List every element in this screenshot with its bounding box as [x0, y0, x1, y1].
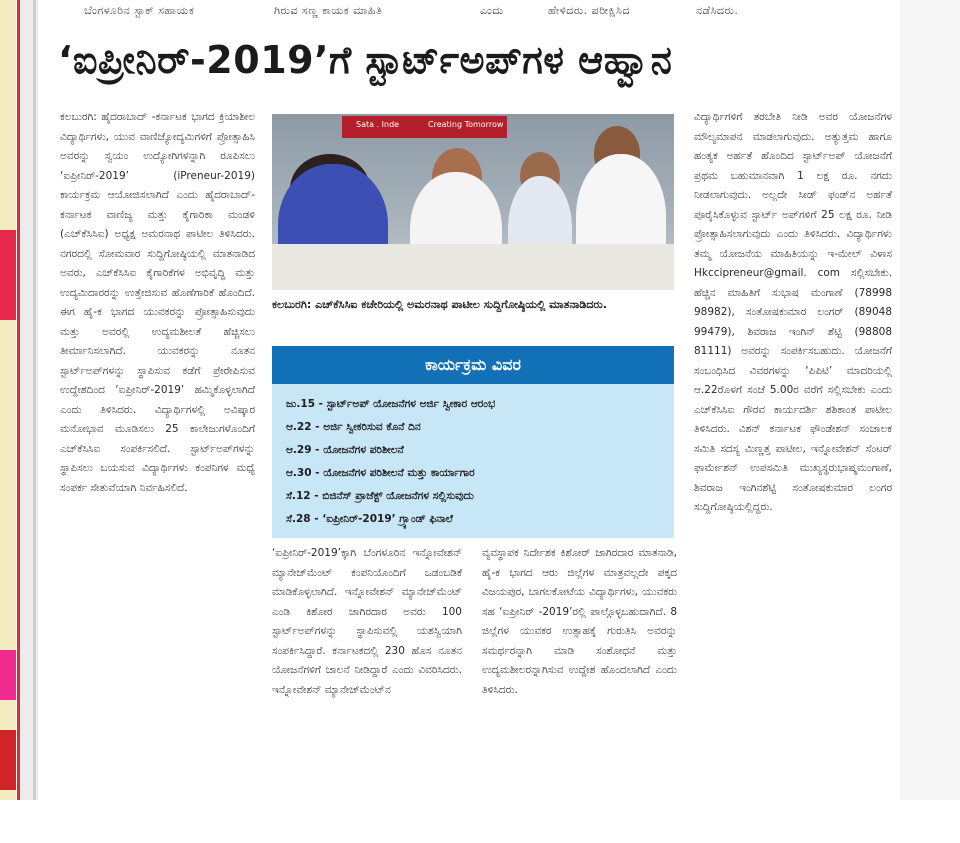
snippet-5: ನಡೆಸಿದರು.	[696, 4, 739, 17]
program-row: ಸೆ.28 - ‘ಐಪ್ರೀನಿರ್-2019’ ಗ್ರ್ಯಾಂಡ್ ಫಿನಾಲೆ	[286, 513, 453, 525]
photo-caption: ಕಲಬುರಗಿ: ಎಚ್‌ಕೆಸಿಸಿಐ ಕಚೇರಿಯಲ್ಲಿ ಅಮರನಾಥ ಪಾಟೀಲ ಸುದ್ದಿಗೋಷ್ಠಿಯಲ್ಲಿ ಮಾತನಾಡಿದರು.	[272, 298, 607, 311]
program-header	[272, 346, 674, 384]
page-right-margin	[900, 0, 960, 800]
banner-text-left: Sata . Inde	[356, 120, 400, 129]
photo-banner	[342, 116, 507, 138]
program-schedule-box	[272, 346, 674, 538]
adjacent-page-red-block	[0, 230, 16, 320]
previous-article-snippet	[60, 0, 900, 22]
table	[272, 244, 674, 290]
article-column-3: ವ್ಯವಸ್ಥಾಪಕ ನಿರ್ದೇಶಕ ಕಿಶೋರ್ ಜಾಗಿರದಾರ ಮಾತನಾಡಿ, ಹೈ-ಕ ಭಾಗದ ಆರು ಜಿಲ್ಲೆಗಳ ಮಾತ್ರವಲ್ಲದೇ ಪಕ್ಕದ ವಿಜಯಪುರ, ಬಾಗಲಕೋಟೆಯ ವಿದ್ಯಾರ್ಥಿಗಳು, ಯುವಕರು ಸಹ ‘ಐಪ್ರೀನಿರ್ -2019’ರಲ್ಲಿ ಪಾಲ್ಗೊಳ್ಳಬಹುದಾಗಿದೆ. 8 ಜಿಲ್ಲೆಗಳ ಯುವಕರ ಉತ್ಸಾಹಕ್ಕೆ ಗುರುತಿಸಿ ಅವರನ್ನು ಸಮರ್ಥರನ್ನಾಗಿ ಮಾಡಿ ಸಂಶೋಧನೆ ಮತ್ತು ಉದ್ಯಮಶೀಲರನ್ನಾಗಿಸುವ ಉದ್ದೇಶ ಹೊಂದಲಾಗಿದೆ ಎಂದು ತಿಳಿಸಿದರು.	[482, 547, 677, 696]
program-row: ಜು.15 - ಸ್ಟಾರ್ಟ್‌ಅಪ್ ಯೋಜನೆಗಳ ಅರ್ಜಿ ಸ್ವೀಕಾರ ಆರಂಭ	[286, 398, 496, 410]
program-row: ಆ.30 - ಯೋಜನೆಗಳ ಪರಿಶೀಲನೆ ಮತ್ತು ಕಾರ್ಯಾಗಾರ	[286, 467, 475, 479]
program-row: ಸೆ.12 - ಬಿಜಿನೆಸ್ ಪ್ರಾಜೆಕ್ಟ್ ಯೋಜನೆಗಳ ಸಲ್ಲಿಸುವುದು	[286, 490, 474, 502]
article-column-2: ‘ಐಪ್ರೀನಿರ್-2019’ಕ್ಕಾಗಿ ಬೆಂಗಳೂರಿನ ಇನ್ನೋವೇಶನ್ ಮ್ಯಾನೇಜ್‌ಮೆಂಟ್ ಕಂಪನಿಯೊಂದಿಗೆ ಒಡಂಬಡಿಕೆ ಮಾಡಿಕೊಳ್ಳಲಾಗಿದೆ. ಇನ್ನೋವೇಶನ್ ಮ್ಯಾನೇಜ್‌ಮೆಂಟ್ ಎಂಡಿ ಕಿಶೋರ ಜಾಗಿರದಾರ ಅವರು 100 ಸ್ಟಾರ್ಟ್‌ಅಪ್‌ಗಳನ್ನು ಸ್ಥಾಪಿಸುವಲ್ಲಿ ಯಶಸ್ವಿಯಾಗಿ ಸಂಪರ್ಕಿಸಿದ್ದಾರೆ. ಕರ್ನಾಟಕದಲ್ಲಿ 230 ಹೊಸ ನೂತನ ಯೋಜನೆಗಳಿಗೆ ಚಾಲನೆ ನೀಡಿದ್ದಾರೆ ಎಂದು ವಿವರಿಸಿದರು. ಇನ್ನೋವೇಶನ್ ಮ್ಯಾನೇಜ್‌ಮೆಂಟ್‌ನ	[272, 547, 462, 696]
press-meet-photo	[272, 114, 674, 290]
program-row: ಆ.22 - ಅರ್ಜಿ ಸ್ವೀಕರಿಸುವ ಕೊನೆ ದಿನ	[286, 421, 421, 433]
article-column-1: ಕಲಬುರಗಿ: ಹೈದರಾಬಾದ್ -ಕರ್ನಾಟಕ ಭಾಗದ ಕ್ರಿಯಾಶೀಲ ವಿದ್ಯಾರ್ಥಿಗಳು, ಯುವ ವಾಣಿಜ್ಯೋದ್ಯಮಿಗಳಿಗೆ ಪ್ರೋತ್ಸಾಹಿಸಿ ಅವರನ್ನು ಸ್ವಯಂ ಉದ್ಯೋಗಿಗಳನ್ನಾಗಿ ರೂಪಿಸಲು ‘ಐಪ್ರೀನಿರ್-2019’ (iPreneur-2019) ಕಾರ್ಯಕ್ರಮ ಆಯೋಜಿಸಲಾಗಿದೆ ಎಂದು ಹೈದರಾಬಾದ್-ಕರ್ನಾಟಕ ವಾಣಿಜ್ಯ ಮತ್ತು ಕೈಗಾರಿಕಾ ಮಂಡಳಿ (ಎಚ್‌ಕೆಸಿಸಿಐ) ಅಧ್ಯಕ್ಷ ಅಮರನಾಥ ಪಾಟೀಲ ತಿಳಿಸಿದರು. ನಗರದಲ್ಲಿ ಸೋಮವಾರ ಸುದ್ದಿಗೋಷ್ಠಿಯಲ್ಲಿ ಮಾತನಾಡಿದ ಅವರು, ಎಚ್‌ಕೆಸಿಸಿಐ ಕೈಗಾರಿಕೆಗಳ ಅಭಿವೃದ್ಧಿ ಮತ್ತು ಉದ್ಯಮಿದಾರರನ್ನು ಉತ್ತೇಜಿಸುವ ಹೊಣೆಗಾರಿಕೆ ಹೊಂದಿದೆ. ಈಗ ಹೈ-ಕ ಭಾಗದ ಯುವಕರನ್ನು ಪ್ರೋತ್ಸಾಹಿಸುವುದು ಮತ್ತು ಅವರಲ್ಲಿ ಉದ್ಯಮಶೀಲತೆ ಹೆಚ್ಚಿಸಲು ತೀರ್ಮಾನಿಸಲಾಗಿದೆ. ಯುವಕರನ್ನು ನೂತನ ಸ್ಟಾರ್ಟ್‌ಅಪ್‌ಗಳನ್ನು ಸ್ಥಾಪಿಸುವ ಕಡೆಗೆ ಪ್ರೇರೇಪಿಸುವ ಉದ್ದೇಶದಿಂದ ‘ಐಪ್ರೀನಿರ್-2019’ ಹಮ್ಮಿಕೊಳ್ಳಲಾಗಿದೆ ಎಂದು ತಿಳಿಸಿದರು. ವಿದ್ಯಾರ್ಥಿಗಳಲ್ಲಿ ಅವಿಷ್ಕಾರ ಮನೋಭಾವ ಮೂಡಿಸಲು 25 ಕಾಲೇಜುಗಳೊಂದಿಗೆ ಎಚ್‌ಕೆಸಿಸಿಐ ಸಂಪರ್ಕಿಸಲಿದೆ. ಸ್ಟಾರ್ಟ್‌ಅಪ್‌ಗಳನ್ನು ಸ್ಥಾಪಿಸಲು ಬಯಸುವ ವಿದ್ಯಾರ್ಥಿಗಳು ಕಂಪನಿಗಳ ಮಧ್ಯೆ ಸಂಪರ್ಕ ಸೇತುವೆಯಾಗಿ ನಿರ್ವಹಿಸಲಿದೆ.	[60, 111, 255, 494]
page-bottom-margin	[0, 800, 960, 843]
program-row: ಆ.29 - ಯೋಜನೆಗಳ ಪರಿಶೀಲನೆ	[286, 444, 404, 456]
adjacent-page-red-block-2	[0, 730, 16, 790]
snippet-3: ಎಂದು	[480, 4, 504, 17]
banner-text-right: Creating Tomorrow	[428, 120, 504, 129]
headline: ‘ಐಪ್ರೀನಿರ್-2019’ಗೆ ಸ್ಟಾರ್ಟ್‌ಅಪ್‌ಗಳ ಆಹ್ವಾನ	[58, 38, 673, 82]
adjacent-page-pink-block	[0, 650, 16, 700]
snippet-2: ಗಿರುವ ಸಣ್ಣ ಕಾಯಕ ಮಾಹಿತಿ	[274, 4, 383, 17]
program-title: ಕಾರ್ಯಕ್ರಮ ವಿವರ	[425, 355, 521, 374]
article-column-4: ವಿದ್ಯಾರ್ಥಿಗಳಿಗೆ ತರಬೇತಿ ನೀಡಿ ಅವರ ಯೋಜನೆಗಳ ಮೌಲ್ಯಮಾಪನ ಮಾಡಲಾಗುವುದು. ಅತ್ಯುತ್ತಮ ಹಾಗೂ ಹಂತ್ಯಕ ಅರ್ಹತೆ ಹೊಂದಿದ ಸ್ಟಾರ್ಟ್‌ಅಪ್ ಯೋಜನೆಗೆ ಪ್ರಥಮ ಬಹುಮಾನವಾಗಿ 1 ಲಕ್ಷ ರೂ. ನಗದು ನೀಡಲಾಗುವುದು. ಅಲ್ಲದೇ ಸೀಡ್ ಫಂಡ್‌ನ ಅರ್ಹತೆ ಪೂರೈಸಿಕೊಳ್ಳುವ ಸ್ಟಾರ್ಟ್ ಅಪ್‌ಗಳಿಗೆ 25 ಲಕ್ಷ ರೂ. ನೀಡಿ ಪ್ರೋತ್ಸಾಹಿಸಲಾಗುವುದು ಎಂದು ತಿಳಿಸಿದರು. ವಿದ್ಯಾರ್ಥಿಗಳು ತಮ್ಮ ಯೋಜನೆಯ ಮಾಹಿತಿಯನ್ನು ಇ-ಮೇಲ್ ವಿಳಾಸ Hkccipreneur@gmail. com ಸಲ್ಲಿಸಬೇಕು. ಹೆಚ್ಚಿನ ಮಾಹಿತಿಗೆ ಸುಭಾಷ ಮಂಗಾಣೆ (78998 98982), ಸಂತೋಷಕುಮಾರ ಲಂಗರ್ (89048 99479), ಶಿವರಾಜ ಇಂಗಿನ್ ಶೆಟ್ಟಿ (98808 81111) ಅವರನ್ನು ಸಂಪರ್ಕಿಸಬಹುದು. ಯೋಜನೆಗೆ ಸಂಬಂಧಿಸಿದ ವಿವರಗಳನ್ನು ‘ಪಿಪಿಟಿ’ ಮಾದರಿಯಲ್ಲಿ ಆ.22ರೊಳಗೆ ಸಂಜೆ 5.00ರ ವರೆಗೆ ಸಲ್ಲಿಸಬೇಕು ಎಂದು ಎಚ್‌ಕೆಸಿಸಿಐ ಗೌರವ ಕಾರ್ಯದರ್ಶಿ ಶಶಿಕಾಂತ ಪಾಟೀಲ ತಿಳಿಸಿದರು. ವಿಶನ್ ಕರ್ನಾಟಕ ಫೌಂಡೇಶನ್ ಸಂಚಾಲಕ ಸಮಿತಿ ಸದಸ್ಯ ಮಿಣ್ಣತ್ತ ಪಾಟೀಲ, ಇನ್ನೋವೇಶನ್ ಸೆಂಟರ್ ಫಾರ್ಮೇಶನ್ ಉಪಸಮಿತಿ ಮುಖ್ಯಸ್ಥರುಭಾಷ್ಮಮಂಗಾಣೆ, ಶಿವರಾಜ ಇಂಗಿನಶೆಟ್ಟಿ ಸಂತೋಷಕುಮಾರ ಲಂಗರ ಸುದ್ದಿಗೋಷ್ಠಿಯಲ್ಲಿದ್ದರು.	[694, 111, 892, 513]
gutter-line	[33, 0, 36, 800]
snippet-4: ಹೇಳಿದರು. ಪರೀಕ್ಷಿಸಿದ	[548, 4, 630, 17]
adjacent-page-strip	[0, 0, 16, 800]
snippet-1: ಬೆಂಗಳೂರಿನ ಸ್ಟಾಕ್ ಸಹಾಯಕ	[84, 4, 195, 17]
